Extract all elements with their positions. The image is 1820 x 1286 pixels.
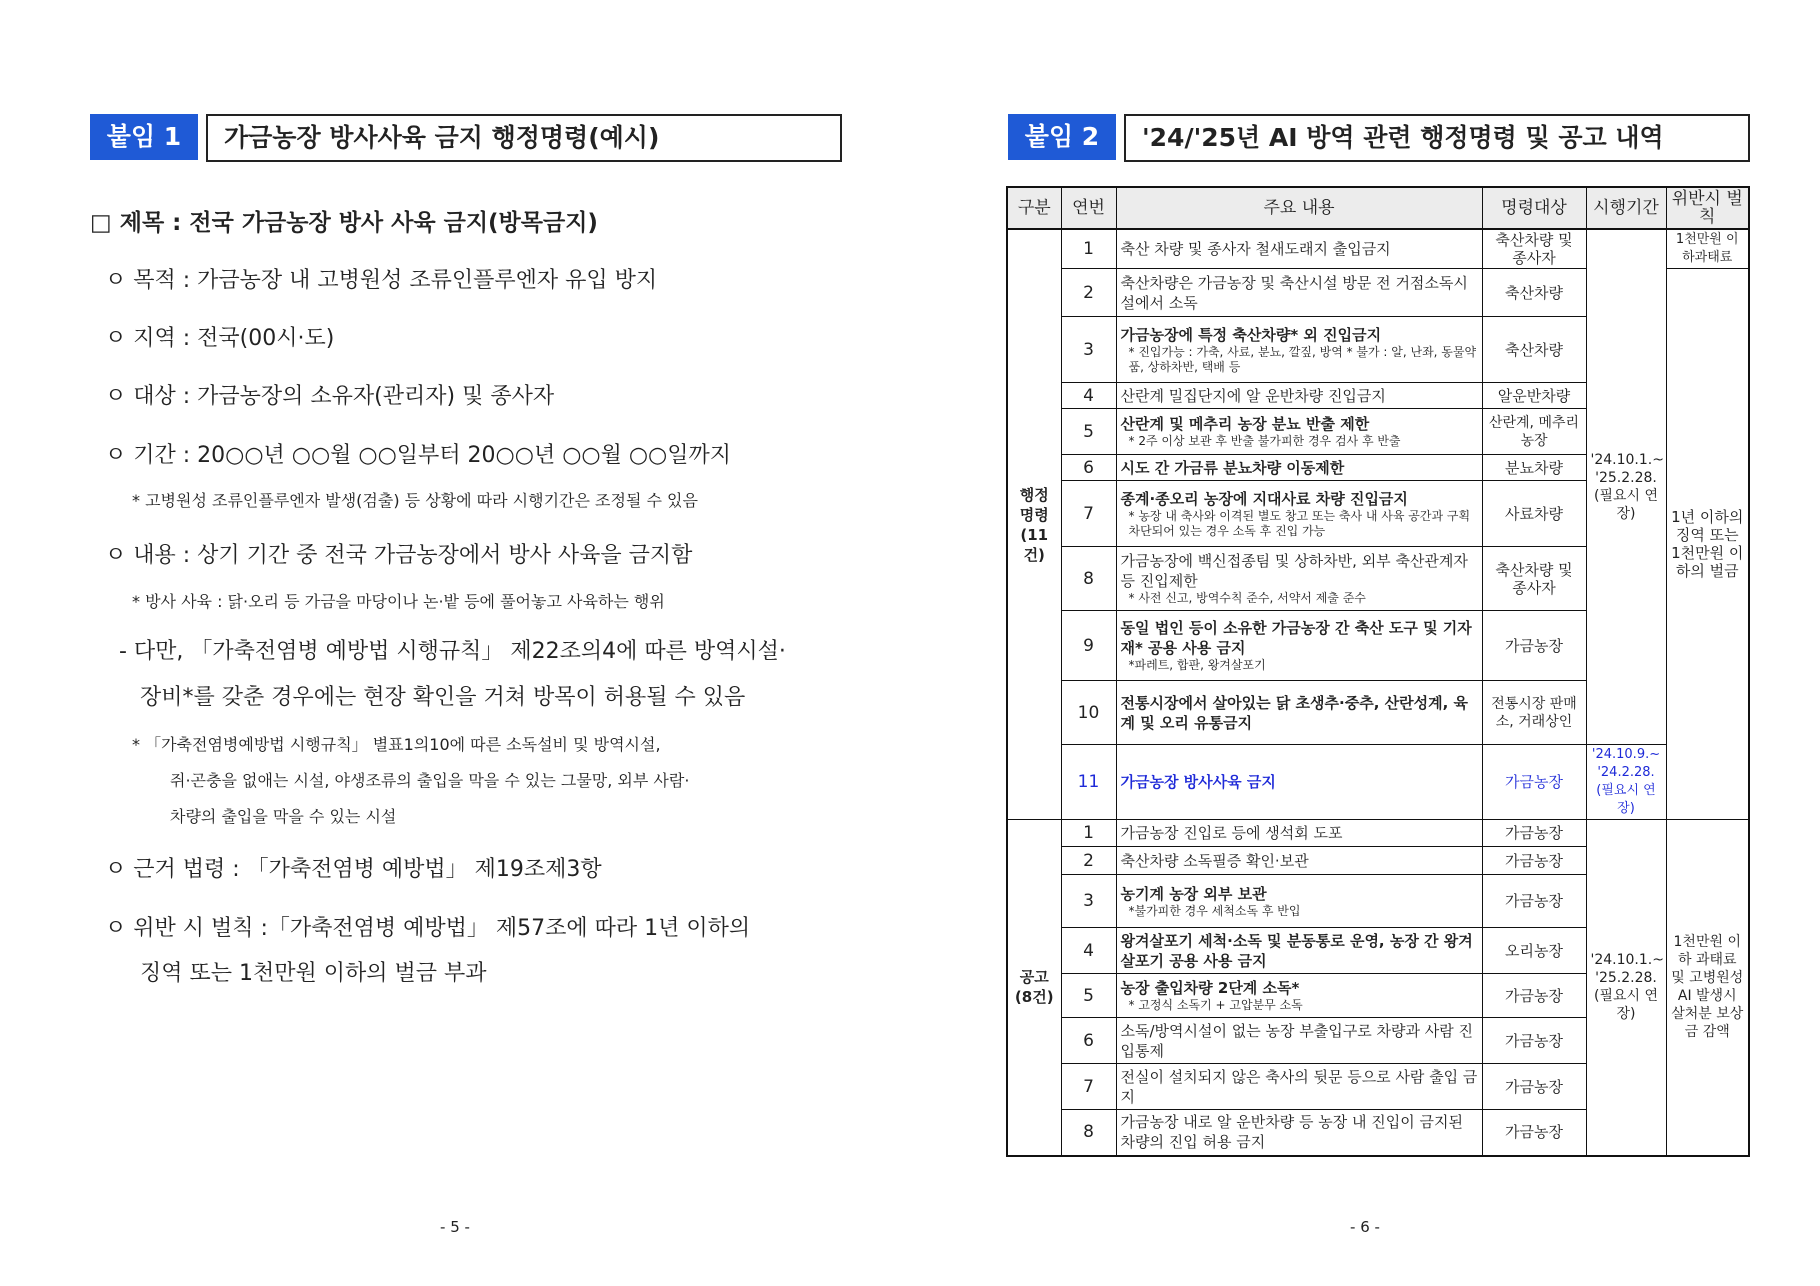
row-no: 5 xyxy=(1061,974,1116,1018)
table-row xyxy=(1007,745,1749,820)
header-period: 시행기간 xyxy=(1586,187,1666,229)
row-no: 1 xyxy=(1061,229,1116,269)
exception-line-1: - 다만, 「가축전염병 예방법 시행규칙」 제22조의4에 따른 방역시설· xyxy=(119,639,786,664)
attachment-title: '24/'25년 AI 방역 관련 행정명령 및 공고 내역 xyxy=(1124,114,1750,162)
row-target: 가금농장 xyxy=(1482,611,1586,681)
row-target: 분뇨차량 xyxy=(1482,455,1586,481)
row-text: 종계·종오리 농장에 지대사료 차량 진입금지 xyxy=(1120,489,1408,508)
row-target: 가금농장 xyxy=(1482,820,1586,847)
penalty-line-2: 징역 또는 1천만원 이하의 벌금 부과 xyxy=(140,961,487,986)
row-target: 가금농장 xyxy=(1482,745,1586,820)
row-content xyxy=(1116,547,1482,611)
content-line: ㅇ 내용 : 상기 기간 중 전국 가금농장에서 방사 사육을 금지함 xyxy=(105,543,693,568)
row-no: 3 xyxy=(1061,317,1116,383)
row-target: 사료차량 xyxy=(1482,481,1586,547)
row-target: 알운반차량 xyxy=(1482,383,1586,409)
row-content xyxy=(1116,269,1482,317)
exception-line-2: 장비*를 갖춘 경우에는 현장 확인을 거쳐 방목이 허용될 수 있음 xyxy=(140,685,746,710)
row-target: 전통시장 판매소, 거래상인 xyxy=(1482,681,1586,745)
content-note: * 방사 사육 : 닭·오리 등 가금을 마당이나 논·밭 등에 풀어놓고 사육하는 행위 xyxy=(132,592,665,611)
row-content xyxy=(1116,974,1482,1018)
row-sub: * 농장 내 축사와 이격된 별도 창고 또는 축사 내 사육 공간과 구획차단되어 있는 경우 소독 후 진입 가능 xyxy=(1128,508,1471,538)
period-notices: '24.10.1.~ '25.2.28. (필요시 연장) xyxy=(1586,820,1666,1156)
row-target: 축산차량 xyxy=(1482,269,1586,317)
row-content xyxy=(1116,455,1482,481)
row-text: 전통시장에서 살아있는 닭 초생추·중추, 산란성계, 육계 및 오리 유통금지 xyxy=(1120,693,1468,732)
row-target: 가금농장 xyxy=(1482,1064,1586,1110)
row-content xyxy=(1116,875,1482,928)
row-content xyxy=(1116,409,1482,455)
row-content xyxy=(1116,928,1482,974)
row-text: 축산차량 소독필증 확인·보관 xyxy=(1120,851,1309,870)
row-target: 축산차량 xyxy=(1482,317,1586,383)
period-line: ㅇ 기간 : 20○○년 ○○월 ○○일부터 20○○년 ○○월 ○○일까지 xyxy=(105,443,731,468)
row-text: 가금농장 내로 알 운반차량 등 농장 내 진입이 금지된 차량의 진입 허용 금지 xyxy=(1120,1113,1463,1152)
penalty-notices: 1천만원 이하 과태료 및 고병원성 AI 발생시 살처분 보상금 감액 xyxy=(1666,820,1749,1156)
subject-line: □ 제목 : 전국 가금농장 방사 사육 금지(방목금지) xyxy=(90,210,598,236)
attachment-tag: 붙임 2 xyxy=(1008,114,1116,160)
law-line: ㅇ 근거 법령 : 「가축전염병 예방법」 제19조제3항 xyxy=(105,857,602,882)
row-content xyxy=(1116,383,1482,409)
row-text: 소독/방역시설이 없는 농장 부출입구로 차량과 사람 진입통제 xyxy=(1120,1021,1473,1060)
row-no: 8 xyxy=(1061,547,1116,611)
penalty-orders: 1년 이하의 징역 또는 1천만원 이하의 벌금 xyxy=(1666,269,1749,820)
row-target: 가금농장 xyxy=(1482,875,1586,928)
row-text: 왕겨살포기 세척·소독 및 분동통로 운영, 농장 간 왕겨살포기 공용 사용 금지 xyxy=(1120,931,1473,970)
attachment-tag: 붙임 1 xyxy=(90,114,198,160)
row-no: 5 xyxy=(1061,409,1116,455)
row-content xyxy=(1116,481,1482,547)
row-no: 6 xyxy=(1061,1018,1116,1064)
row-content xyxy=(1116,681,1482,745)
row-no: 4 xyxy=(1061,383,1116,409)
row-text: 전실이 설치되지 않은 축사의 뒷문 등으로 사람 출입 금지 xyxy=(1120,1067,1478,1106)
table-row xyxy=(1007,820,1749,847)
attachment-title: 가금농장 방사사육 금지 행정명령(예시) xyxy=(206,114,842,162)
row-content xyxy=(1116,229,1482,269)
row-sub: *파레트, 합판, 왕겨살포기 xyxy=(1128,658,1266,672)
exception-note-3: 차량의 출입을 막을 수 있는 시설 xyxy=(170,807,397,826)
row-target: 산란계, 메추리 농장 xyxy=(1482,409,1586,455)
row-text: 동일 법인 등이 소유한 가금농장 간 축산 도구 및 기자재* 공용 사용 금지 xyxy=(1120,619,1472,657)
row-text: 가금농장에 특정 축산차량* 외 진입금지 xyxy=(1120,325,1382,344)
row-text: 농장 출입차량 2단계 소독* xyxy=(1120,979,1300,997)
row-sub: * 사전 신고, 방역수칙 준수, 서약서 제출 준수 xyxy=(1128,591,1366,605)
row-content xyxy=(1116,745,1482,820)
table-row xyxy=(1007,229,1749,269)
row-content xyxy=(1116,317,1482,383)
penalty-line-1: ㅇ 위반 시 벌칙 :「가축전염병 예방법」 제57조에 따라 1년 이하의 xyxy=(105,916,751,941)
purpose-line: ㅇ 목적 : 가금농장 내 고병원성 조류인플루엔자 유입 방지 xyxy=(105,268,658,293)
row-no: 7 xyxy=(1061,481,1116,547)
row-no: 6 xyxy=(1061,455,1116,481)
row-no: 8 xyxy=(1061,1110,1116,1156)
header-penalty: 위반시 벌칙 xyxy=(1666,187,1749,229)
period-orders: '24.10.1.~ '25.2.28. (필요시 연장) xyxy=(1586,229,1666,745)
page-right xyxy=(910,0,1820,1286)
exception-note-1: * 「가축전염병예방법 시행규칙」 별표1의10에 따른 소독설비 및 방역시설, xyxy=(132,735,661,754)
row-content xyxy=(1116,1018,1482,1064)
row-sub: * 진입가능 : 가축, 사료, 분뇨, 깔짚, 방역 * 불가 : 알, 난좌, 동물약품, 상하차반, 택배 등 xyxy=(1128,344,1477,374)
row-sub: *불가피한 경우 세척소독 후 반입 xyxy=(1128,903,1301,918)
row-sub: * 고정식 소독기 + 고압분무 소독 xyxy=(1128,998,1303,1012)
group-orders: 행정 명령 (11건) xyxy=(1007,229,1061,820)
row-text: 가금농장 진입로 등에 생석회 도포 xyxy=(1120,824,1343,842)
period-note: * 고병원성 조류인플루엔자 발생(검출) 등 상황에 따라 시행기간은 조정될 수 있음 xyxy=(132,491,698,510)
orders-table xyxy=(1006,186,1750,1157)
row-content xyxy=(1116,820,1482,847)
row-no: 1 xyxy=(1061,820,1116,847)
row-target: 가금농장 xyxy=(1482,847,1586,875)
row-content xyxy=(1116,1110,1482,1156)
row-content xyxy=(1116,611,1482,681)
page-number: - 6 - xyxy=(1350,1218,1380,1236)
row-text: 가금농장에 백신접종팀 및 상하차반, 외부 축산관계자 등 진입제한 xyxy=(1120,552,1468,590)
row-no: 2 xyxy=(1061,847,1116,875)
period-order-11: '24.10.9.~ '24.2.28. (필요시 연장) xyxy=(1586,745,1666,820)
row-no: 10 xyxy=(1061,681,1116,745)
row-no: 7 xyxy=(1061,1064,1116,1110)
header-content: 주요 내용 xyxy=(1116,187,1482,229)
row-text: 산란계 및 메추리 농장 분뇨 반출 제한 xyxy=(1120,415,1370,433)
row-no: 2 xyxy=(1061,269,1116,317)
region-line: ㅇ 지역 : 전국(00시·도) xyxy=(105,326,335,351)
penalty-orders-top: 1천만원 이하과태료 xyxy=(1666,229,1749,269)
exception-note-2: 쥐·곤충을 없애는 시설, 야생조류의 출입을 막을 수 있는 그물망, 외부 사람· xyxy=(170,771,690,790)
row-text: 시도 간 가금류 분뇨차량 이동제한 xyxy=(1120,458,1345,477)
row-text: 축산 차량 및 종사자 철새도래지 출입금지 xyxy=(1120,240,1391,258)
group-notices: 공고 (8건) xyxy=(1007,820,1061,1156)
row-no: 4 xyxy=(1061,928,1116,974)
header-target: 명령대상 xyxy=(1482,187,1586,229)
page-number: - 5 - xyxy=(440,1218,470,1236)
row-no: 11 xyxy=(1061,745,1116,820)
row-text: 산란계 밀집단지에 알 운반차량 진입금지 xyxy=(1120,386,1386,405)
row-target: 축산차량 및 종사자 xyxy=(1482,547,1586,611)
row-target: 가금농장 xyxy=(1482,974,1586,1018)
header-category: 구분 xyxy=(1007,187,1061,229)
row-content xyxy=(1116,1064,1482,1110)
row-no: 3 xyxy=(1061,875,1116,928)
row-text: 가금농장 방사사육 금지 xyxy=(1120,773,1276,791)
row-sub: * 2주 이상 보관 후 반출 불가피한 경우 검사 후 반출 xyxy=(1128,434,1401,448)
table-header-row xyxy=(1007,187,1749,229)
target-line: ㅇ 대상 : 가금농장의 소유자(관리자) 및 종사자 xyxy=(105,384,555,409)
row-target: 가금농장 xyxy=(1482,1110,1586,1156)
row-target: 오리농장 xyxy=(1482,928,1586,974)
row-target: 가금농장 xyxy=(1482,1018,1586,1064)
row-no: 9 xyxy=(1061,611,1116,681)
row-content xyxy=(1116,847,1482,875)
header-no: 연번 xyxy=(1061,187,1116,229)
row-target: 축산차량 및 종사자 xyxy=(1482,229,1586,269)
row-text: 축산차량은 가금농장 및 축산시설 방문 전 거점소독시설에서 소독 xyxy=(1120,273,1468,312)
row-text: 농기계 농장 외부 보관 xyxy=(1120,884,1267,903)
